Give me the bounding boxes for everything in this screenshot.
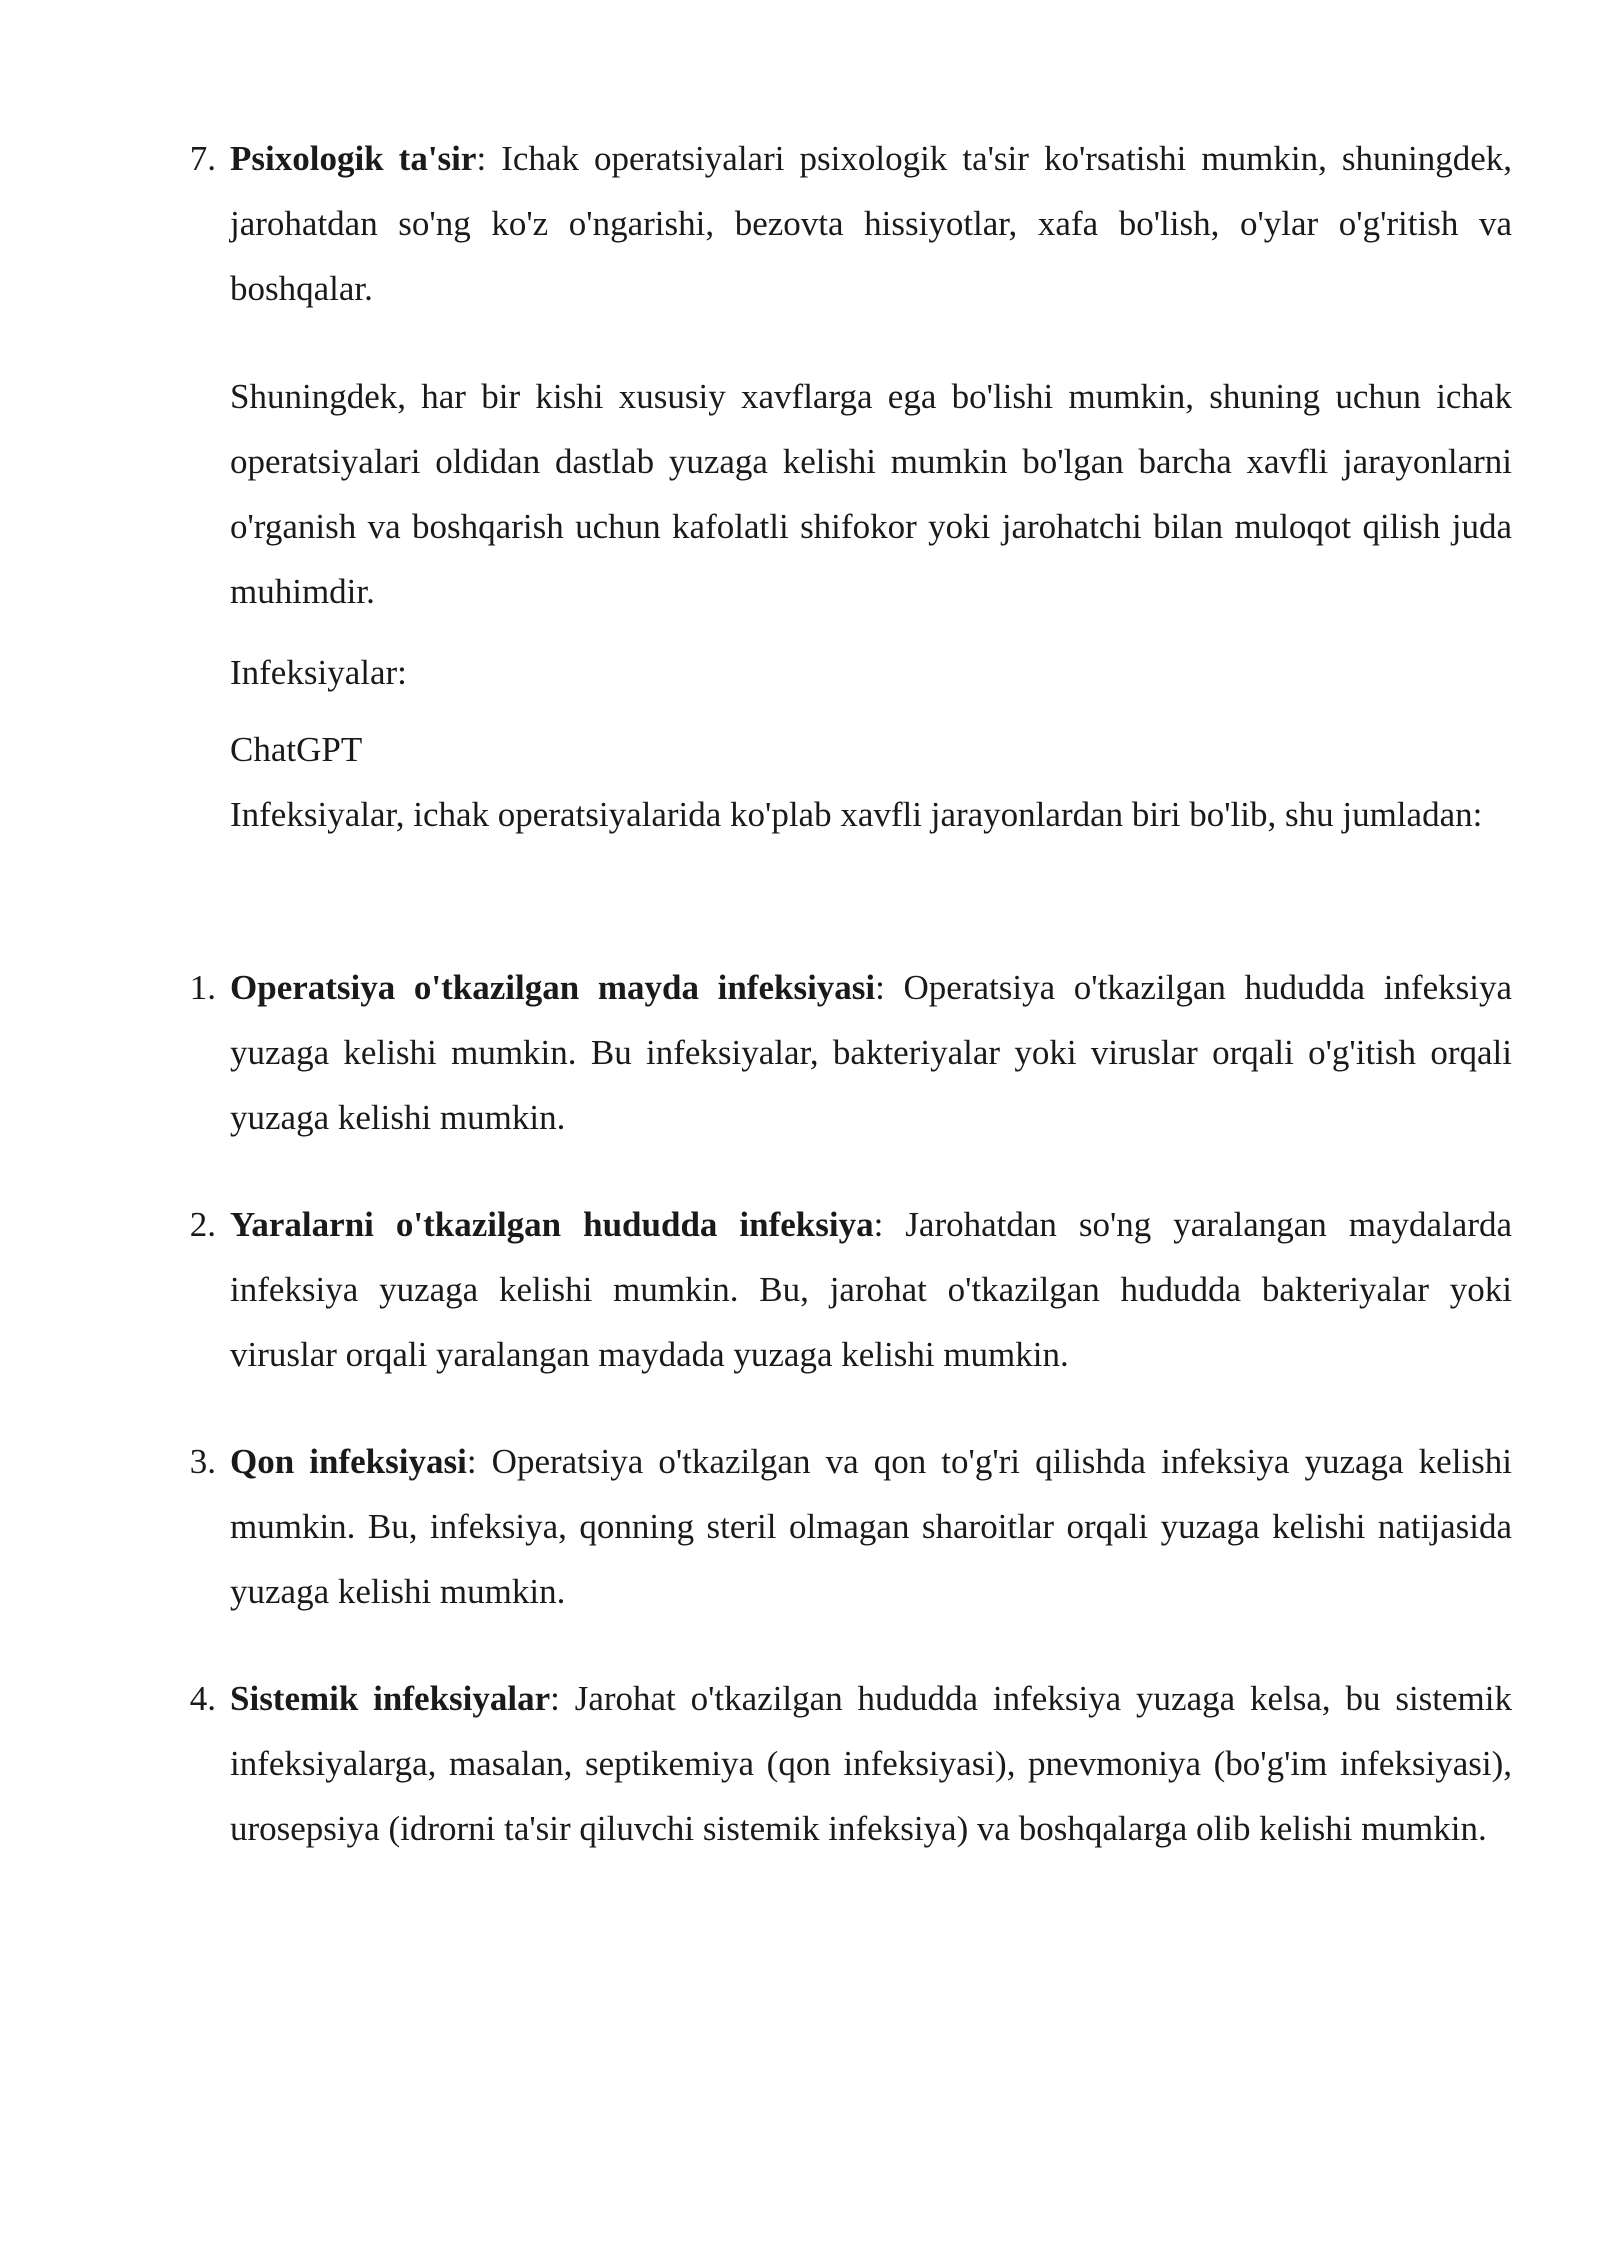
list-item-body (230, 126, 1512, 321)
list-item-psixologik-tasir (176, 126, 1512, 321)
list-item-term: Sistemik infeksiyalar (230, 1679, 551, 1718)
list-item-body (230, 955, 1512, 1150)
list-item-infection-3 (176, 1429, 1512, 1624)
list-item-body (230, 1666, 1512, 1861)
list-item-number: 1. (189, 968, 216, 1007)
list-item-infection-2 (176, 1192, 1512, 1387)
list-item-term: Qon infeksiyasi (230, 1442, 467, 1481)
list-item-description: : Operatsiya o'tkazilgan hududda infeksiya yuzaga kelishi mumkin. Bu infeksiyalar, bakteriyalar yoki viruslar orqali o'g'itish orqali yuzaga kelishi mumkin. (230, 968, 1512, 1137)
list-item-term: Psixologik ta'sir (230, 139, 477, 178)
list-item-number: 2. (189, 1205, 216, 1244)
list-item-number: 7. (189, 139, 216, 178)
list-item-description: : Ichak operatsiyalari psixologik ta'sir ko'rsatishi mumkin, shuningdek, jarohatdan so'ng ko'z o'ngarishi, bezovta hissiyotlar, xafa bo'lish, o'ylar o'g'ritish va boshqalar. (230, 139, 1513, 308)
list-item-number: 4. (189, 1679, 216, 1718)
list-item-body (230, 1429, 1512, 1624)
intro-paragraph: Infeksiyalar, ichak operatsiyalarida ko'plab xavfli jarayonlardan biri bo'lib, shu jumladan: (230, 795, 1483, 834)
list-item-number: 3. (189, 1442, 216, 1481)
list-item-term: Yaralarni o'tkazilgan hududda infeksiya (230, 1205, 874, 1244)
summary-paragraph: Shuningdek, har bir kishi xususiy xavflarga ega bo'lishi mumkin, shuning uchun ichak operatsiyalari oldidan dastlab yuzaga kelishi mumkin bo'lgan barcha xavfli jarayonlarni o'rganish va boshqarish uchun kafolatli shifokor yoki jarohatchi bilan muloqot qilish juda muhimdir. (230, 377, 1512, 611)
list-item-description: : Jarohat o'tkazilgan hududda infeksiya yuzaga kelsa, bu sistemik infeksiyalarga, masalan, septikemiya (qon infeksiyasi), pnevmoniya (bo'g'im infeksiyasi), urosepsiya (idrorni ta'sir qiluvchi sistemik infeksiya) va boshqalarga olib kelishi mumkin. (230, 1679, 1512, 1848)
list-item-term: Operatsiya o'tkazilgan mayda infeksiyasi (230, 968, 876, 1007)
list-item-description: : Jarohatdan so'ng yaralangan maydalarda infeksiya yuzaga kelishi mumkin. Bu, jarohat o'tkazilgan hududda bakteriyalar yoki viruslar orqali yaralangan maydada yuzaga kelishi mumkin. (230, 1205, 1513, 1374)
section-heading: Infeksiyalar: (230, 653, 407, 692)
list-item-infection-4 (176, 1666, 1512, 1861)
list-item-infection-1 (176, 955, 1512, 1150)
list-item-body (230, 1192, 1512, 1387)
list-item-description: : Operatsiya o'tkazilgan va qon to'g'ri qilishda infeksiya yuzaga kelishi mumkin. Bu, infeksiya, qonning steril olmagan sharoitlar orqali yuzaga kelishi natijasida yuzaga kelishi mumkin. (230, 1442, 1512, 1611)
source-label: ChatGPT (230, 730, 363, 769)
